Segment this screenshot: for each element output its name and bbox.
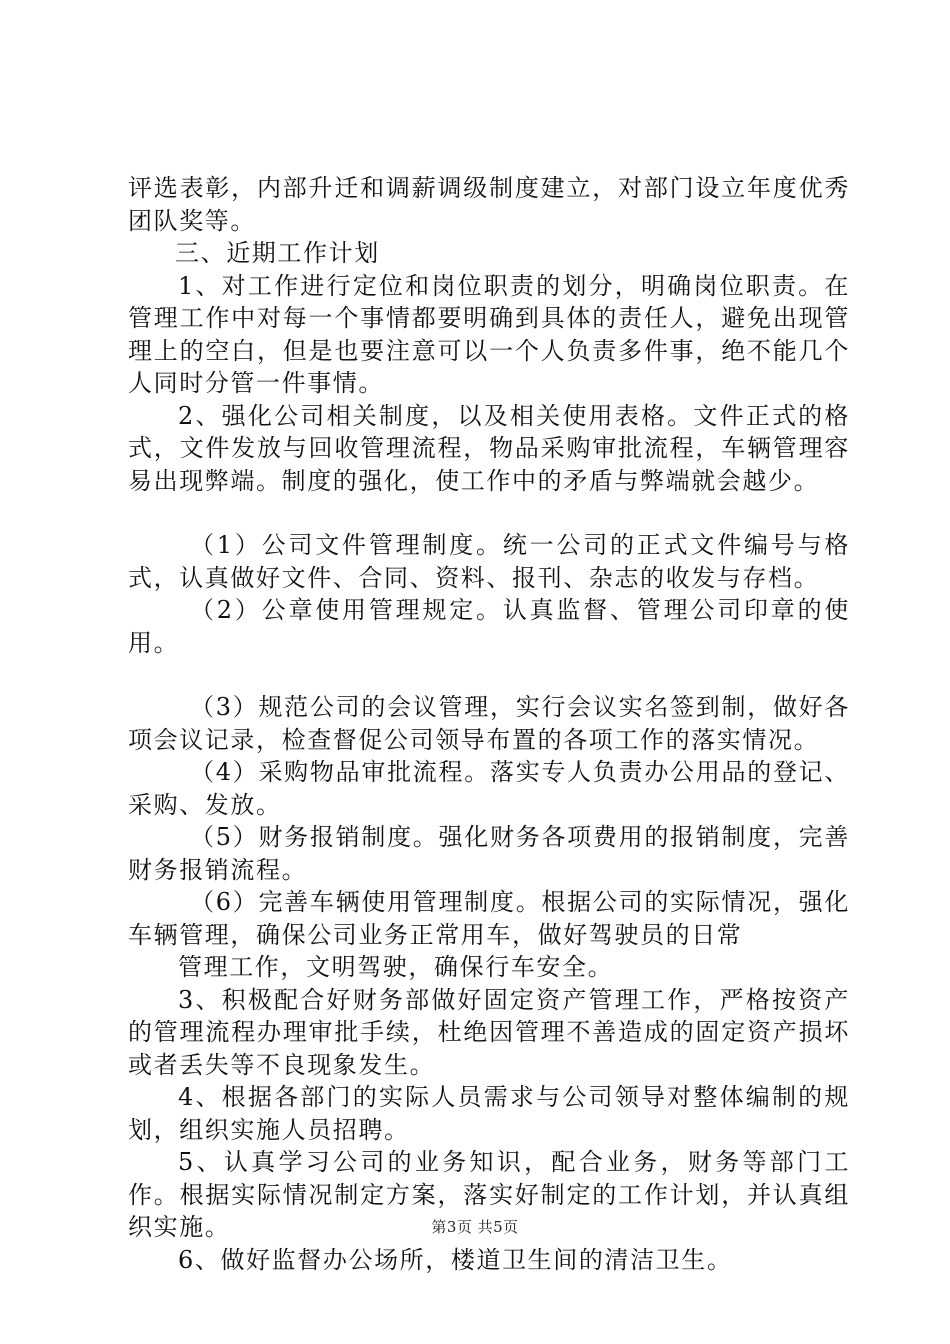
page-footer: 第3页 共5页 xyxy=(431,1218,519,1236)
paragraph-intro-tail: 评选表彰，内部升迁和调薪调级制度建立，对部门设立年度优秀团队奖等。 xyxy=(128,174,850,235)
paragraph-item-4: 4、根据各部门的实际人员需求与公司领导对整体编制的规划，组织实施人员招聘。 xyxy=(128,1083,850,1144)
paragraph-item-3: 3、积极配合好财务部做好固定资产管理工作，严格按资产的管理流程办理审批手续，杜绝因管理不善造成的固定资产损坏或者丢失等不良现象发生。 xyxy=(128,985,850,1079)
paragraph-sub-1: （1）公司文件管理制度。统一公司的正式文件编号与格式，认真做好文件、合同、资料、报刊、杂志的收发与存档。 xyxy=(128,531,850,592)
paragraph-sub-6: （6）完善车辆使用管理制度。根据公司的实际情况，强化车辆管理，确保公司业务正常用车，做好驾驶员的日常 xyxy=(128,888,850,949)
paragraph-item-1: 1、对工作进行定位和岗位职责的划分，明确岗位职责。在管理工作中对每一个事情都要明确到具体的责任人，避免出现管理上的空白，但是也要注意可以一个人负责多件事，绝不能几个人同时分管一件事情。 xyxy=(128,271,850,397)
paragraph-sub-3: （3）规范公司的会议管理，实行会议实名签到制，做好各项会议记录，检查督促公司领导布置的各项工作的落实情况。 xyxy=(128,693,850,754)
section-heading: 三、近期工作计划 xyxy=(175,239,380,267)
paragraph-sub-4: （4）采购物品审批流程。落实专人负责办公用品的登记、采购、发放。 xyxy=(128,758,850,819)
paragraph-sub-5: （5）财务报销制度。强化财务各项费用的报销制度，完善财务报销流程。 xyxy=(128,823,850,884)
document-body xyxy=(128,172,850,1276)
paragraph-sub-6-continued: 管理工作，文明驾驶，确保行车安全。 xyxy=(178,953,614,981)
paragraph-sub-2: （2）公章使用管理规定。认真监督、管理公司印章的使用。 xyxy=(128,596,850,657)
paragraph-item-2: 2、强化公司相关制度，以及相关使用表格。文件正式的格式，文件发放与回收管理流程，物品采购审批流程，车辆管理容易出现弊端。制度的强化，使工作中的矛盾与弊端就会越少。 xyxy=(128,401,850,495)
paragraph-item-6: 6、做好监督办公场所，楼道卫生间的清洁卫生。 xyxy=(178,1245,733,1274)
paragraph-item-5: 5、认真学习公司的业务知识，配合业务，财务等部门工作。根据实际情况制定方案，落实好制定的工作计划，并认真组织实施。 xyxy=(128,1148,850,1241)
